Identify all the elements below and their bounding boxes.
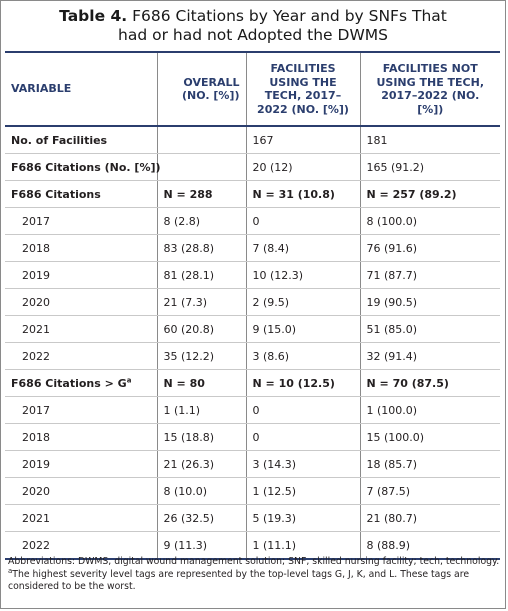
cell-text: 51 (85.0) <box>366 322 418 336</box>
cell-using <box>246 478 360 505</box>
cell-using <box>246 370 360 397</box>
cell-overall <box>157 289 246 316</box>
cell-using <box>246 208 360 235</box>
cell-not-using <box>360 154 500 181</box>
cell-text: 60 (20.8) <box>163 322 215 336</box>
cell-using <box>246 289 360 316</box>
cell-text: 15 (18.8) <box>163 430 215 444</box>
table-row <box>5 289 500 316</box>
table-row <box>5 370 500 397</box>
cell-text: 167 <box>252 133 274 147</box>
cell-using <box>246 235 360 262</box>
cell-variable <box>5 343 157 370</box>
cell-text: 32 (91.4) <box>366 349 418 363</box>
table-label: Table 4. <box>59 7 128 25</box>
cell-text: 7 (87.5) <box>366 484 411 498</box>
table-row <box>5 424 500 451</box>
citations-table <box>5 51 500 560</box>
cell-using <box>246 126 360 154</box>
cell-text: 5 (19.3) <box>252 511 297 525</box>
cell-not-using <box>360 343 500 370</box>
cell-not-using <box>360 289 500 316</box>
table-title <box>0 0 506 51</box>
cell-text: 0 <box>252 214 260 228</box>
cell-using <box>246 424 360 451</box>
cell-text: 20 (12) <box>252 160 293 174</box>
cell-text: 1 (100.0) <box>366 403 418 417</box>
cell-text: 1 (11.1) <box>252 538 297 552</box>
cell-text: 18 (85.7) <box>366 457 418 471</box>
cell-text: N = 80 <box>163 376 205 390</box>
cell-text: 2020 <box>22 295 50 309</box>
cell-overall <box>157 424 246 451</box>
cell-not-using <box>360 262 500 289</box>
title-line-1 <box>0 7 506 26</box>
table-row <box>5 397 500 424</box>
cell-not-using <box>360 208 500 235</box>
cell-text: 21 (26.3) <box>163 457 215 471</box>
cell-not-using <box>360 478 500 505</box>
cell-variable <box>5 451 157 478</box>
column-header-not-using: FACILITIES NOT USING THE TECH, 2017–2022 (NO. [%]) <box>360 52 500 126</box>
cell-not-using <box>360 126 500 154</box>
cell-overall <box>157 397 246 424</box>
cell-text: 1 (12.5) <box>252 484 297 498</box>
cell-text: 8 (100.0) <box>366 214 418 228</box>
cell-text: 83 (28.8) <box>163 241 215 255</box>
cell-text: 2 (9.5) <box>252 295 290 309</box>
superscript-marker: a <box>126 375 132 384</box>
cell-text: 2020 <box>22 484 50 498</box>
cell-text: F686 Citations <box>11 187 101 201</box>
cell-overall <box>157 370 246 397</box>
footnote-marker: a <box>8 566 13 575</box>
cell-text: N = 70 (87.5) <box>366 376 449 390</box>
cell-text: F686 Citations (No. [%]) <box>11 160 161 174</box>
cell-text: 15 (100.0) <box>366 430 425 444</box>
cell-text: 8 (88.9) <box>366 538 411 552</box>
cell-variable <box>5 289 157 316</box>
cell-overall <box>157 235 246 262</box>
cell-using <box>246 451 360 478</box>
cell-variable <box>5 505 157 532</box>
cell-overall <box>157 316 246 343</box>
cell-overall <box>157 126 246 154</box>
cell-overall <box>157 532 246 560</box>
cell-overall <box>157 343 246 370</box>
cell-using <box>246 397 360 424</box>
cell-text: 9 (15.0) <box>252 322 297 336</box>
cell-variable <box>5 370 157 397</box>
column-header-using: FACILITIES USING THE TECH, 2017–2022 (NO. [%]) <box>246 52 360 126</box>
cell-variable <box>5 126 157 154</box>
cell-text: 26 (32.5) <box>163 511 215 525</box>
cell-text: 1 (1.1) <box>163 403 201 417</box>
cell-text: 7 (8.4) <box>252 241 290 255</box>
table-row <box>5 532 500 560</box>
cell-text: 3 (8.6) <box>252 349 290 363</box>
table-row <box>5 235 500 262</box>
cell-text: 21 (80.7) <box>366 511 418 525</box>
cell-using <box>246 154 360 181</box>
column-header-variable: VARIABLE <box>5 52 157 126</box>
cell-text: 181 <box>366 133 388 147</box>
footnote-note-text: The highest severity level tags are represented by the top-level tags G, J, K, and L. These tags are considered to be the worst. <box>8 568 470 592</box>
cell-variable <box>5 208 157 235</box>
cell-text: 0 <box>252 403 260 417</box>
cell-text: N = 288 <box>163 187 213 201</box>
table-body <box>5 126 500 559</box>
cell-text: 9 (11.3) <box>163 538 208 552</box>
cell-text: 165 (91.2) <box>366 160 425 174</box>
cell-not-using <box>360 370 500 397</box>
cell-not-using <box>360 451 500 478</box>
cell-text: 2022 <box>22 349 50 363</box>
cell-not-using <box>360 532 500 560</box>
footnote-note <box>8 566 500 594</box>
cell-text: 2021 <box>22 322 50 336</box>
cell-using <box>246 532 360 560</box>
cell-using <box>246 343 360 370</box>
cell-text: 81 (28.1) <box>163 268 215 282</box>
cell-not-using <box>360 235 500 262</box>
cell-text: 35 (12.2) <box>163 349 215 363</box>
cell-not-using <box>360 424 500 451</box>
cell-overall <box>157 154 246 181</box>
column-header-overall: OVERALL (NO. [%]) <box>157 52 246 126</box>
cell-not-using <box>360 316 500 343</box>
cell-overall <box>157 262 246 289</box>
cell-overall <box>157 451 246 478</box>
title-text-1: F686 Citations by Year and by SNFs That <box>132 7 447 25</box>
table-row <box>5 451 500 478</box>
cell-text: 2017 <box>22 214 50 228</box>
cell-text: 21 (7.3) <box>163 295 208 309</box>
cell-using <box>246 316 360 343</box>
cell-text: 8 (2.8) <box>163 214 201 228</box>
cell-variable <box>5 532 157 560</box>
footnote <box>8 556 500 594</box>
header-row <box>5 52 500 126</box>
cell-text: N = 257 (89.2) <box>366 187 457 201</box>
table-row <box>5 343 500 370</box>
cell-variable <box>5 397 157 424</box>
table-row <box>5 262 500 289</box>
cell-variable <box>5 154 161 181</box>
cell-text: 10 (12.3) <box>252 268 304 282</box>
title-line-2: had or had not Adopted the DWMS <box>118 26 388 44</box>
table-row <box>5 154 500 181</box>
cell-text: 76 (91.6) <box>366 241 418 255</box>
cell-variable <box>5 478 157 505</box>
cell-variable <box>5 424 157 451</box>
table-row <box>5 478 500 505</box>
cell-variable <box>5 316 157 343</box>
cell-text: 2017 <box>22 403 50 417</box>
cell-text: 2019 <box>22 457 50 471</box>
table-row <box>5 126 500 154</box>
cell-overall <box>157 478 246 505</box>
cell-text: 19 (90.5) <box>366 295 418 309</box>
footnote-abbreviations: Abbreviations: DWMS, digital wound management solution; SNF, skilled nursing facility; tech, technology. <box>8 556 500 567</box>
cell-text: 2018 <box>22 430 50 444</box>
cell-variable <box>5 181 157 208</box>
cell-text: 2021 <box>22 511 50 525</box>
cell-variable <box>5 235 157 262</box>
cell-text: N = 10 (12.5) <box>252 376 335 390</box>
cell-text: 2019 <box>22 268 50 282</box>
cell-text: 8 (10.0) <box>163 484 208 498</box>
cell-using <box>246 181 360 208</box>
cell-not-using <box>360 181 500 208</box>
cell-not-using <box>360 505 500 532</box>
cell-not-using <box>360 397 500 424</box>
cell-using <box>246 505 360 532</box>
cell-text: N = 31 (10.8) <box>252 187 335 201</box>
table-row <box>5 505 500 532</box>
cell-using <box>246 262 360 289</box>
cell-text: 2018 <box>22 241 50 255</box>
table-row <box>5 316 500 343</box>
cell-overall <box>157 181 246 208</box>
cell-overall <box>157 505 246 532</box>
cell-text: 3 (14.3) <box>252 457 297 471</box>
cell-text: F686 Citations > G <box>11 376 127 390</box>
cell-text: No. of Facilities <box>11 133 108 147</box>
cell-overall <box>157 208 246 235</box>
table-row <box>5 208 500 235</box>
table-row <box>5 181 500 208</box>
cell-variable <box>5 262 157 289</box>
cell-text: 71 (87.7) <box>366 268 418 282</box>
cell-text: 0 <box>252 430 260 444</box>
cell-text: 2022 <box>22 538 50 552</box>
